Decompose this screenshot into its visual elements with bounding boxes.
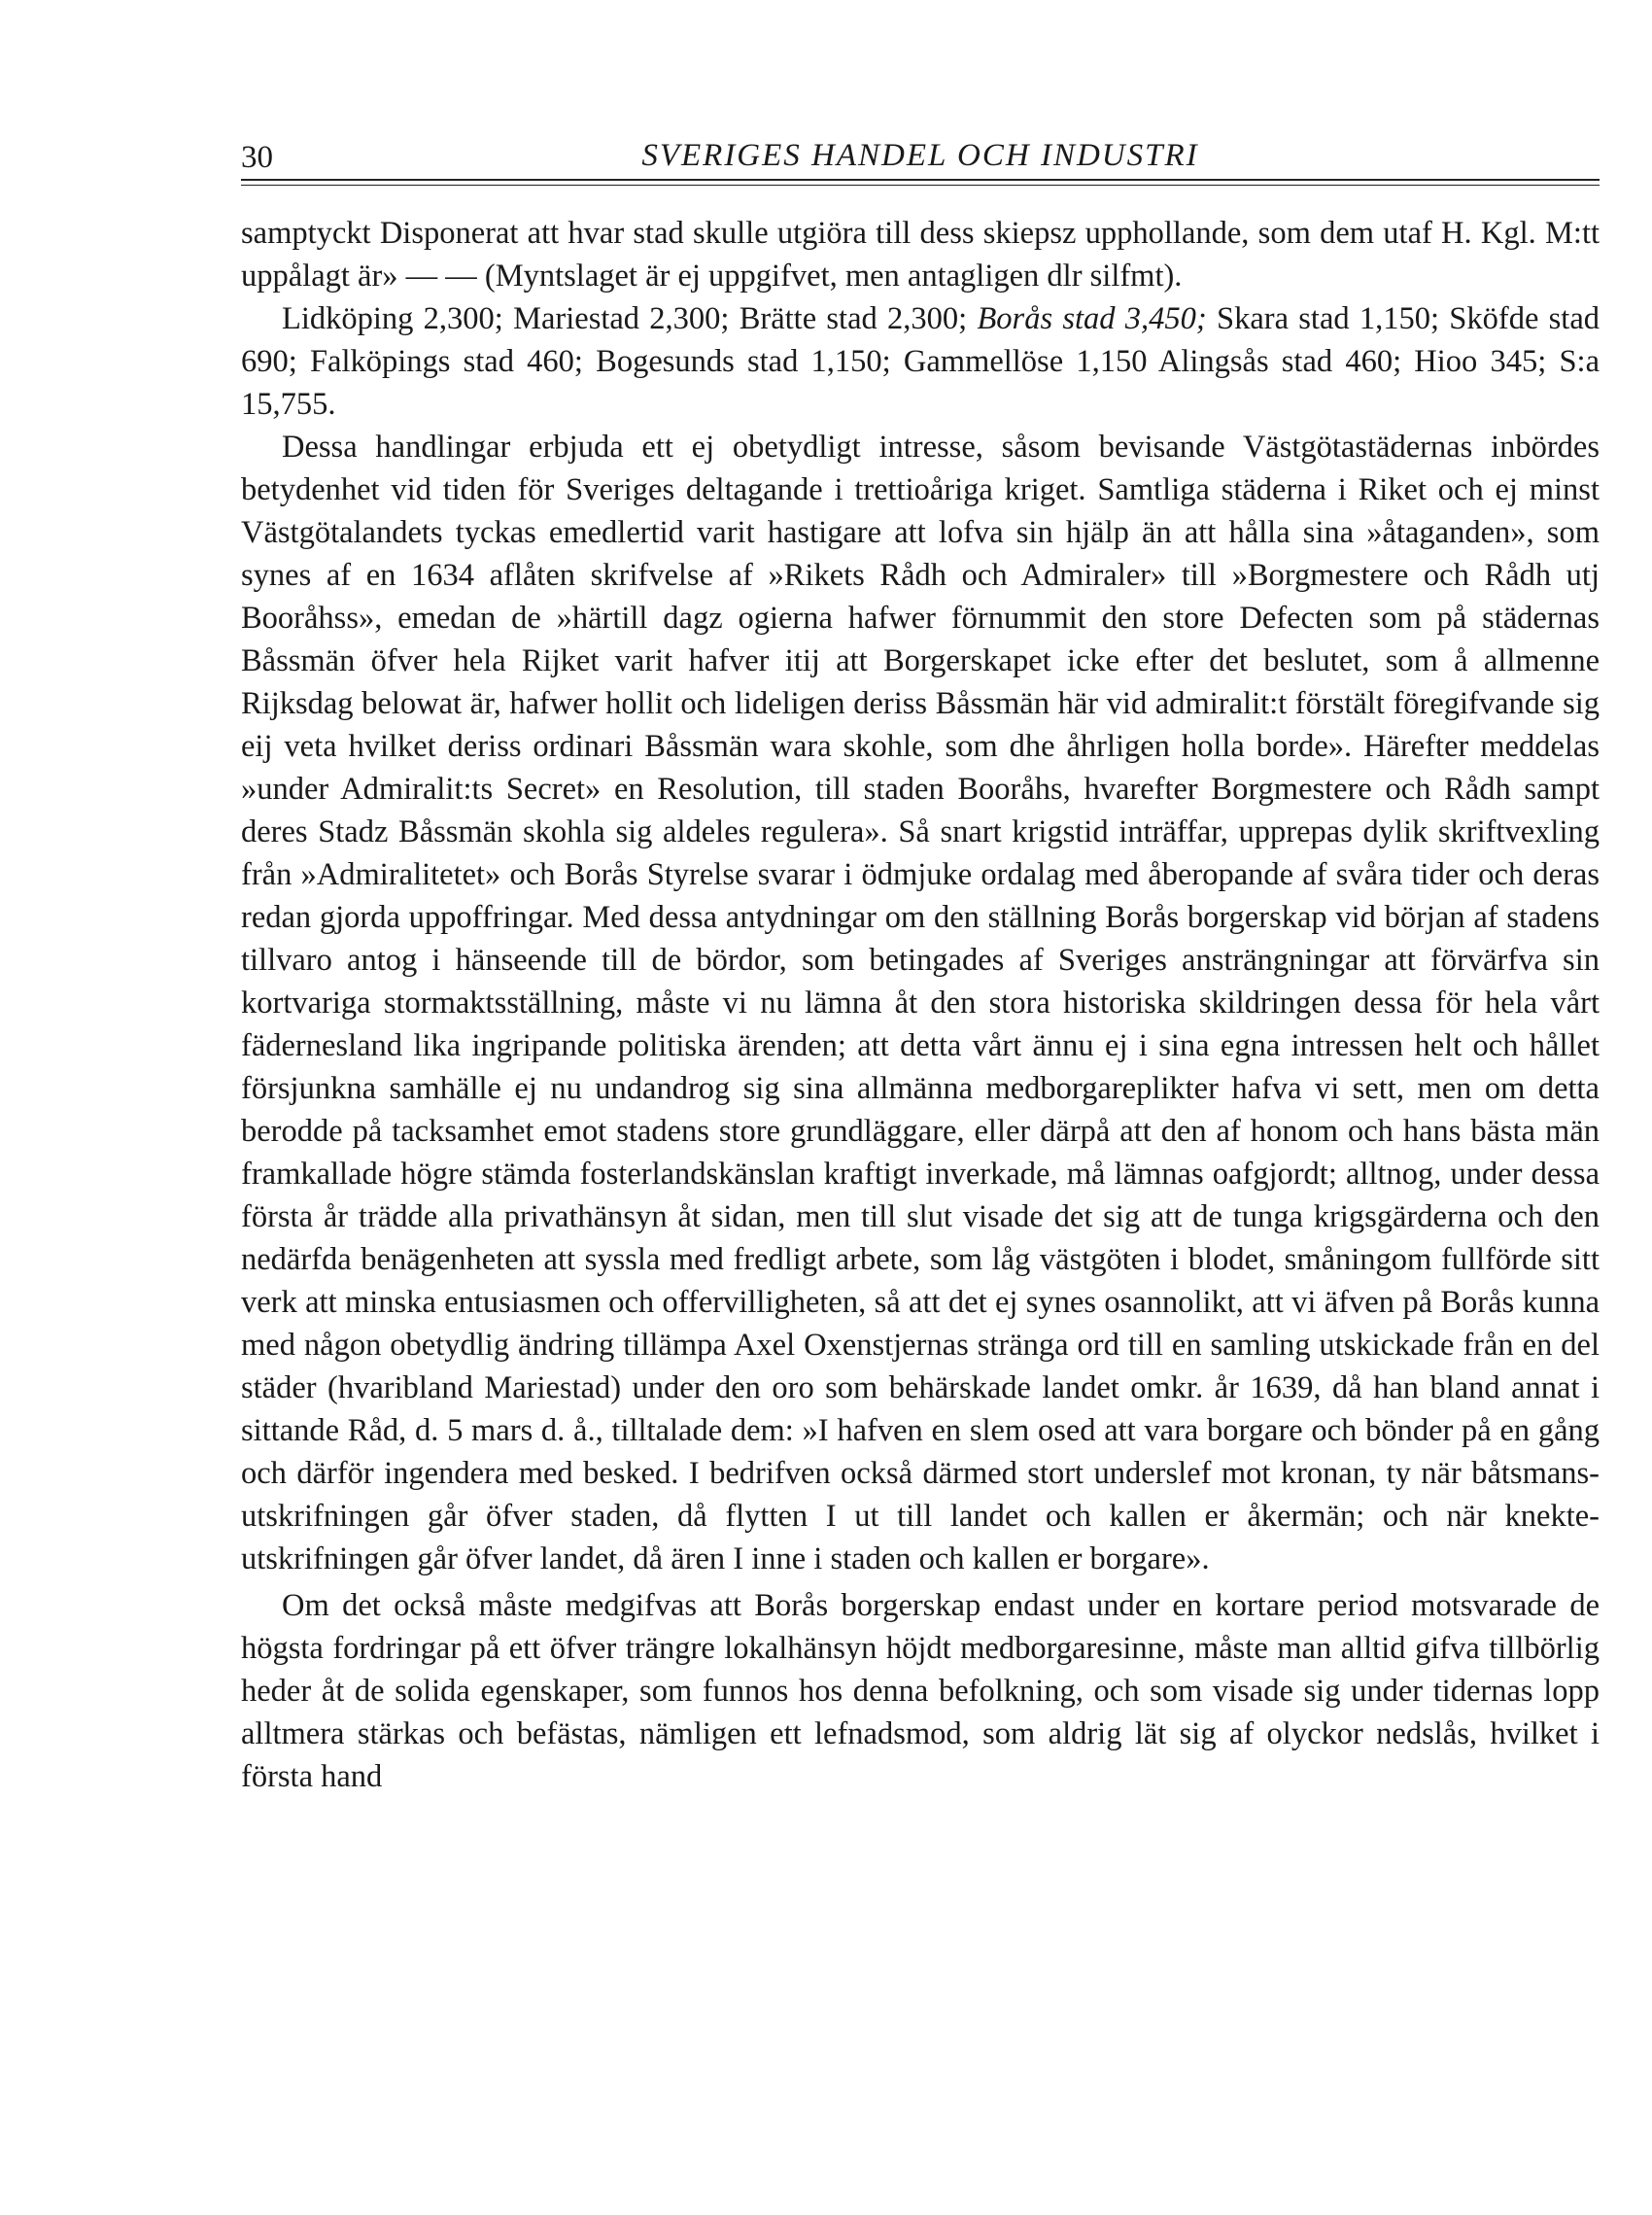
paragraph-main: Dessa handlingar erbjuda ett ej obetydligt intresse, såsom bevisande Västgötastädernas inbördes betydenhet vid tiden för Sveriges deltagande i trettioåriga kriget. Samtliga städerna i Riket och ej minst Västgötalandets tyckas emedlertid varit hastigare att lofva sin hjälp än att hålla sina »åtaganden», som synes af en 1634 aflåten skrifvelse af »Rikets Rådh och Admiraler» till »Borgmestere och Rådh utj Booråhss», emedan de »härtill dagz ogierna hafwer förnummit den store Defecten som på städernas Båssmän öfver hela Rijket varit hafver itij att Borgerskapet icke efter det beslutet, som å allmenne Rijksdag belowat är, hafwer hollit och lideligen deriss Båssmän här vid admiralit:t förstält föregifvande sig eij veta hvilket deriss ordinari Båssmän wara skohle, som dhe åhrligen holla borde». Härefter meddelas »under Admiralit:ts Secret» en Resolution, till staden Booråhs, hvarefter Borgmestere och Rådh sampt deres Stadz Båssmän skohla sig aldeles regulera». Så snart krigstid inträffar, upprepas dylik skriftvexling från »Admiralitetet» och Borås Styrelse svarar i ödmjuke ordalag med åberopande af svåra tider och deras redan gjorda uppoffringar. Med dessa antydningar om den ställning Borås borgerskap vid början af stadens tillvaro antog i hänseende till de bördor, som betingades af Sveriges ansträngningar att förvärfva sin kortvariga stormaktsställning, måste vi nu lämna åt den stora historiska skildringen dessa för hela vårt fädernesland lika ingripande politiska ärenden; att detta vårt ännu ej i sina egna intressen helt och hållet försjunkna samhälle ej nu undandrog sig sina allmänna medborgareplikter hafva vi sett, men om detta berodde på tacksamhet emot stadens store grundläggare, eller därpå att den af honom och hans bästa män framkallade högre stämda fosterlandskänslan kraftigt inverkade, må lämnas oafgjordt; alltnog, under dessa första år trädde alla privathänsyn åt sidan, men till slut visade det sig att de tunga krigsgärderna och den nedärfda benägenheten att syssla med fredligt arbete, som låg västgöten i blodet, småningom fullförde sitt verk att minska entusiasmen och offervilligheten, så att det ej synes osannolikt, att vi äfven på Borås kunna med någon obetydlig ändring tillämpa Axel Oxenstjernas stränga ord till en samling utskickade från en del städer (hvaribland Mariestad) under den oro som behärskade landet omkr. år 1639, då han bland annat i sittande Råd, d. 5 mars d. å., tilltalade dem: »I hafven en slem osed att vara borgare och bönder på en gång och därför ingendera med besked. I bedrifven också därmed stort underslef mot kronan, ty när båtsmans-utskrifningen går öfver staden, då flytten I ut till landet och kallen er åkermän; och när knekte-utskrifningen går öfver landet, då ären I inne i staden och kallen er borgare». xyxy=(241,430,1600,1576)
town-list-rest: Skara stad 1,150; Sköfde stad 690; Falköpings stad 460; Bogesunds stad 1,150; Gammellöse 1,150 Alingsås stad 460; Hioo 345; S:a 15,755. xyxy=(241,301,1600,422)
paragraph-town-list xyxy=(241,297,1600,426)
header-rule xyxy=(241,179,1600,181)
paragraph-closing: Om det också måste medgifvas att Borås borgerskap endast under en kortare period motsvarade de högsta fordringar på ett öfver trängre lokalhänsyn höjdt medborgaresinne, måste man alltid gifva tillbörlig heder åt de solida egenskaper, som funnos hos denna befolkning, och som visade sig under tidernas lopp alltmera stärkas och befästas, nämligen ett lefnadsmod, som aldrig lät sig af olyckor nedslås, hvilket i första hand xyxy=(241,1588,1600,1794)
running-head: SVERIGES HANDEL OCH INDUSTRI xyxy=(641,138,1199,173)
header-rule-thin xyxy=(241,185,1600,186)
paragraph-continuation: samptyckt Disponerat att hvar stad skulle utgiöra till dess skiepsz upphollande, som dem utaf H. Kgl. M:tt uppålagt är» — — (Myntslaget är ej uppgifvet, men antagligen dlr silfmt). xyxy=(241,216,1600,294)
body-text xyxy=(241,212,1600,1798)
page-header xyxy=(241,136,1600,187)
page-number: 30 xyxy=(241,140,273,175)
town-list-start: Lidköping 2,300; Mariestad 2,300; Brätte stad 2,300; xyxy=(282,301,978,336)
book-page xyxy=(241,136,1600,1798)
town-list-boras: Borås stad 3,450; xyxy=(977,301,1207,336)
